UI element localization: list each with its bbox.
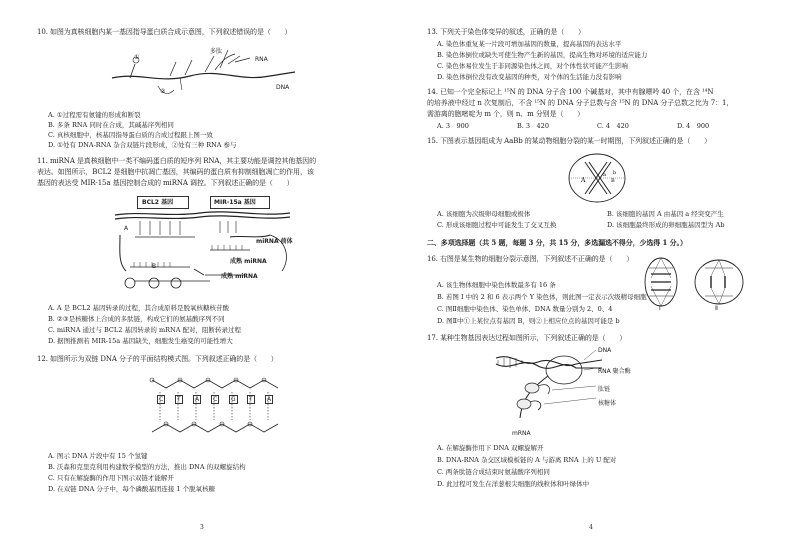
q17-option-a: A. 在解旋酶作用下 DNA 双螺旋解开 <box>437 444 544 452</box>
q16-label-ii: Ⅱ <box>715 305 718 312</box>
q11-label-mature-2: 成熟 miRNA <box>221 273 258 280</box>
q10-option-b: B. 多条 RNA 同时在合成，其碱基序列相同 <box>48 121 174 129</box>
q14-option-c: C. 4 420 <box>597 122 629 130</box>
q12-option-d: D. 在双链 DNA 分子中，每个磷酸基团连接 1 个脱氧核糖 <box>48 485 216 493</box>
bcl2-gene-label: BCL2 基因 <box>142 199 174 206</box>
q12-base-5: G <box>231 396 236 403</box>
q13-stem: 13. 下列关于染色体变异的叙述，正确的是（ ） <box>427 28 585 36</box>
q11-option-b: B. ②③是核糖体上合成的多肽链，构成它们的氨基酸序列不同 <box>48 315 225 323</box>
q15-option-d: D. 该细胞最终形成的卵细胞基因型为 Ab <box>607 221 725 229</box>
q11-stem-line3: 基因的表达受 MIR-15a 基因控制合成的 miRNA 调控。下列叙述正确的是（ ） <box>37 179 294 187</box>
svg-text:B: B <box>611 178 615 184</box>
q11-option-d: D. 据图推测若 MIR-15a 基因缺失，细胞发生癌变的可能性增大 <box>48 337 233 345</box>
q11-label-mature-1: 成熟 miRNA <box>230 258 267 265</box>
q13-option-d: D. 染色体倒位没有改变基因的种类，对个体的生活能力没有影响 <box>437 73 622 81</box>
q10-label-2: ② <box>160 88 166 95</box>
q14-option-d: D. 4 900 <box>677 122 710 130</box>
q17-label-dna: DNA <box>598 347 612 354</box>
q12-base-6: T <box>249 396 253 403</box>
q17-label-mrna: mRNA <box>512 430 531 437</box>
q16-option-c: C. 图Ⅱ细胞中染色体、染色单体、DNA 数量分别为 2、0、4 <box>437 305 613 313</box>
q15-option-c: C. 形成该细胞过程中可能发生了交叉互换 <box>437 221 557 229</box>
q12-base-3: A <box>195 396 200 403</box>
q11-stem-line1: 11. miRNA 是真核细胞中一类不编码蛋白质的短序列 RNA，其主要功能是调控其他基因的 <box>37 157 316 165</box>
q17-expression-diagram <box>492 348 612 434</box>
svg-text:A: A <box>581 177 586 184</box>
q13-option-b: B. 染色体倒位或缺失可使生物产生新的基因，提高生物对环境的适应能力 <box>437 51 648 59</box>
q15-option-a: A. 该细胞为次级卵母细胞或极体 <box>437 210 531 218</box>
q11-stem-line2: 表达。如图所示，BCL2 是细胞中抗凋亡基因，其编码的蛋白质有抑制细胞凋亡的作用，该 <box>37 168 314 176</box>
q14-stem-line2: 的培养液中经过 n 次复制后，不含 ¹⁵N 的 DNA 分子总数与含 ¹⁵N 的 DNA 分子总数之比为 7：1， <box>427 99 734 107</box>
q10-label-duoti: 多肽 <box>210 48 223 55</box>
q17-label-ribosome: 核糖体 <box>598 400 617 407</box>
q12-stem: 12. 如图所示为双链 DNA 分子的平面结构模式图。下列叙述正确的是（ ） <box>37 355 278 363</box>
q14-stem-line1: 14. 已知一个完全标记上 ¹⁵N 的 DNA 分子含 100 个碱基对，其中有腺嘌呤 40 个，在含 ¹⁴N <box>427 88 714 96</box>
q14-option-a: A. 3 900 <box>437 122 469 130</box>
q15-option-b: B. 该细胞的基因 A 由基因 a 经突变产生 <box>607 210 724 218</box>
q14-stem-line3: 需游离的胞嘧啶为 m 个，则 n、m 分别是（ ） <box>427 110 585 118</box>
svg-text:a: a <box>603 172 606 178</box>
q12-base-1: C <box>159 396 164 403</box>
page-number-right: 4 <box>589 524 593 531</box>
q17-label-rna-polymerase: RNA 聚合酶 <box>598 368 631 375</box>
q11-diagram <box>110 205 310 295</box>
q16-stem: 16. 右图是某生物的细胞分裂示意图，下列叙述不正确的是（ ） <box>427 255 634 263</box>
q17-option-c: C. 两条肽链合成结束时氨基酸序列相同 <box>437 468 550 476</box>
mir15a-gene-label: MIR-15a 基因 <box>214 199 256 206</box>
q12-option-a: A. 图示 DNA 片段中有 15 个氢键 <box>48 452 148 460</box>
q10-option-c: C. 真核细胞中，核基因指导蛋白质的合成过程跟上图一致 <box>48 131 213 139</box>
q15-cell-diagram <box>567 152 627 204</box>
page-number-left: 3 <box>200 524 204 531</box>
q13-option-a: A. 染色体重复某一片段可增加基因的数量，提高基因的表达水平 <box>437 40 622 48</box>
q12-base-4: C <box>213 396 218 403</box>
q11-label-b: B <box>152 263 157 270</box>
q12-option-b: B. 沃森和克里克利用构建数学模型的方法，推出 DNA 的双螺旋结构 <box>48 463 246 471</box>
q11-option-a: A. A 是 BCL2 基因转录的过程，其合成原料是脱氧核糖核苷酸 <box>48 304 230 312</box>
q14-option-b: B. 3 420 <box>517 122 549 130</box>
q16-label-i: Ⅰ <box>659 305 661 312</box>
q16-option-d: D. 图Ⅱ中①上某位点有基因 B，则②上相应位点的基因可能是 b <box>437 317 620 325</box>
q10-option-a: A. ①过程需有氨键的形成和断裂 <box>48 111 141 119</box>
q12-dna-structure <box>150 374 280 440</box>
q16-cell-diagrams <box>637 256 757 308</box>
q11-label-a: A <box>124 225 129 232</box>
q11-option-c: C. miRNA 通过与 BCL2 基因转录的 mRNA 配对，阻断转录过程 <box>48 326 241 334</box>
q16-option-a: A. 该生物体细胞中染色体数最多有 16 条 <box>437 281 556 289</box>
q15-stem: 15. 下图表示基因组成为 AaBb 的某动物细胞分裂的某一时期图，下列叙述正确的是（ ） <box>427 137 712 145</box>
q17-stem: 17. 某种生物基因表达过程如图所示，下列叙述正确的是（ ） <box>427 334 627 342</box>
q12-option-c: C. 只有在解旋酶的作用下图示双链才能解开 <box>48 474 174 482</box>
section2-header: 二、多项选择题（共 5 题，每题 3 分，共 15 分，多选漏选不得分，少选得 1 分。） <box>427 238 687 247</box>
q11-label-miRNA-precursor: miRNA 前体 <box>256 238 293 245</box>
q10-label-1: ① <box>134 54 140 61</box>
q10-option-d: D. ①处有 DNA-RNA 杂合双链片段形成，②处有三种 RNA 参与 <box>48 141 237 149</box>
q17-option-b: B. DNA-RNA 杂交区域模板链的 A 与游离 RNA 上的 U 配对 <box>437 456 617 464</box>
q10-stem: 10. 如图为真核细胞内某一基因指导蛋白质合成示意图，下列叙述错误的是（ ） <box>37 28 292 36</box>
q12-base-2: T <box>177 396 181 403</box>
q10-label-rna: RNA <box>255 56 268 63</box>
q16-option-b: B. 若图 I 中的 2 和 6 表示两个 Y 染色体，则此图一定表示次级精母细胞 <box>437 293 647 301</box>
q13-option-c: C. 染色体易位发生于非同源染色体之间，对个体性状可能产生影响 <box>437 62 628 70</box>
right-page <box>397 0 794 550</box>
svg-text:b: b <box>613 170 617 176</box>
q10-diagram <box>110 42 300 98</box>
q17-label-peptide: 肽链 <box>598 386 611 393</box>
q17-option-d: D. 此过程可发生在洋葱根尖细胞的线粒体和叶绿体中 <box>437 480 590 488</box>
q10-label-dna: DNA <box>276 84 290 91</box>
q12-base-7: A <box>267 396 272 403</box>
